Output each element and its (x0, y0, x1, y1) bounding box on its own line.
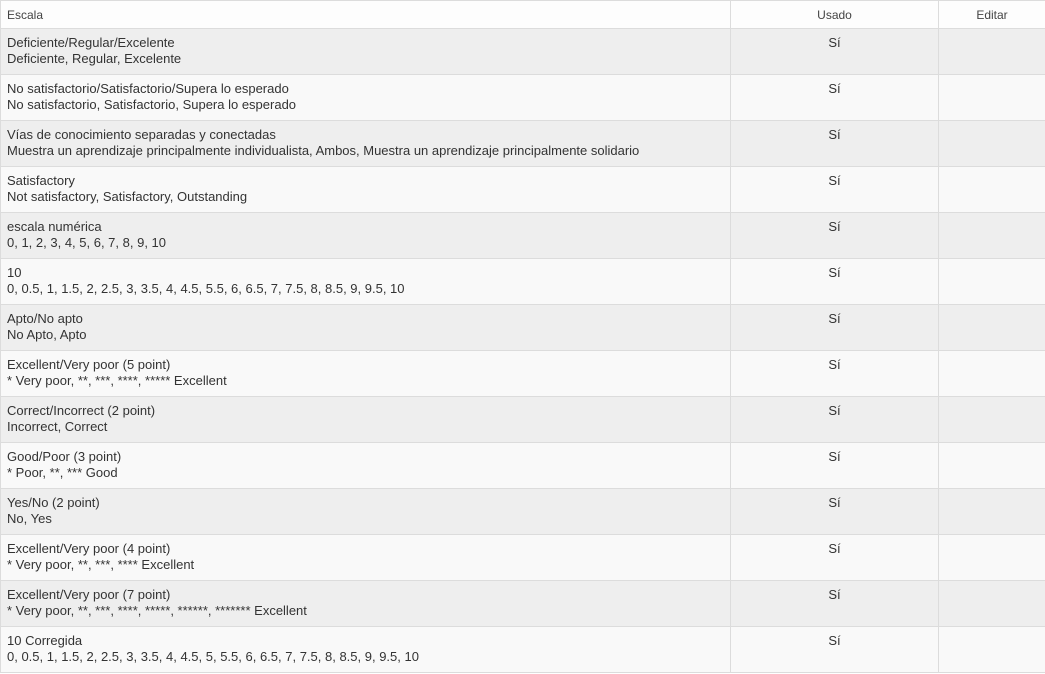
scale-row (1, 259, 1045, 305)
scale-cell (1, 351, 731, 397)
scale-name: No satisfactorio/Satisfactorio/Supera lo esperado (7, 81, 289, 96)
column-header-usado: Usado (731, 1, 939, 29)
column-header-escala: Escala (1, 1, 731, 29)
scale-cell (1, 259, 731, 305)
scale-edit-cell (939, 305, 1045, 351)
scale-used-value: Sí (731, 305, 939, 351)
scale-row (1, 213, 1045, 259)
scale-used-value: Sí (731, 213, 939, 259)
scale-name: Excellent/Very poor (4 point) (7, 541, 171, 556)
scale-edit-cell (939, 443, 1045, 489)
scale-edit-cell (939, 535, 1045, 581)
scale-edit-cell (939, 29, 1045, 75)
scale-name: Apto/No apto (7, 311, 83, 326)
scale-used-value: Sí (731, 75, 939, 121)
scale-values: No satisfactorio, Satisfactorio, Supera lo esperado (7, 97, 297, 112)
scale-name: Good/Poor (3 point) (7, 449, 122, 464)
scale-name: Excellent/Very poor (7 point) (7, 587, 171, 602)
scale-row (1, 489, 1045, 535)
scale-cell (1, 167, 731, 213)
scale-cell (1, 29, 731, 75)
scale-name: Satisfactory (7, 173, 75, 188)
scale-used-value: Sí (731, 121, 939, 167)
scale-used-value: Sí (731, 627, 939, 673)
scale-cell (1, 397, 731, 443)
scale-name: 10 (7, 265, 22, 280)
scale-row (1, 305, 1045, 351)
scale-name: escala numérica (7, 219, 102, 234)
scale-used-value: Sí (731, 535, 939, 581)
scale-used-value: Sí (731, 581, 939, 627)
scale-values: No, Yes (7, 511, 52, 526)
scale-edit-cell (939, 75, 1045, 121)
scale-used-value: Sí (731, 489, 939, 535)
scale-values: 0, 1, 2, 3, 4, 5, 6, 7, 8, 9, 10 (7, 235, 166, 250)
scale-used-value: Sí (731, 443, 939, 489)
scale-row (1, 535, 1045, 581)
scale-row (1, 121, 1045, 167)
scale-cell (1, 121, 731, 167)
scale-values: Deficiente, Regular, Excelente (7, 51, 182, 66)
scale-edit-cell (939, 489, 1045, 535)
table-header-row (1, 1, 1045, 29)
scale-used-value: Sí (731, 259, 939, 305)
scale-cell (1, 627, 731, 673)
scale-row (1, 351, 1045, 397)
scale-values: * Very poor, **, ***, ****, *****, ******, ******* Excellent (7, 603, 307, 618)
scale-edit-cell (939, 167, 1045, 213)
scale-values: Incorrect, Correct (7, 419, 108, 434)
scale-edit-cell (939, 351, 1045, 397)
scale-cell (1, 581, 731, 627)
scale-edit-cell (939, 259, 1045, 305)
scale-name: Vías de conocimiento separadas y conectadas (7, 127, 276, 142)
scale-name: Correct/Incorrect (2 point) (7, 403, 156, 418)
scale-used-value: Sí (731, 167, 939, 213)
scale-values: Muestra un aprendizaje principalmente individualista, Ambos, Muestra un aprendizaje principalmente solidario (7, 143, 640, 158)
scale-name: Excellent/Very poor (5 point) (7, 357, 171, 372)
scale-name: Deficiente/Regular/Excelente (7, 35, 175, 50)
scale-values: * Very poor, **, ***, ****, ***** Excellent (7, 373, 227, 388)
scale-values: 0, 0.5, 1, 1.5, 2, 2.5, 3, 3.5, 4, 4.5, 5.5, 6, 6.5, 7, 7.5, 8, 8.5, 9, 9.5, 10 (7, 281, 405, 296)
scale-edit-cell (939, 581, 1045, 627)
scale-cell (1, 489, 731, 535)
scale-used-value: Sí (731, 29, 939, 75)
scale-values: No Apto, Apto (7, 327, 87, 342)
scale-cell (1, 75, 731, 121)
scale-cell (1, 213, 731, 259)
scale-cell (1, 535, 731, 581)
scale-values: * Very poor, **, ***, **** Excellent (7, 557, 195, 572)
scale-edit-cell (939, 213, 1045, 259)
scale-used-value: Sí (731, 351, 939, 397)
scale-values: 0, 0.5, 1, 1.5, 2, 2.5, 3, 3.5, 4, 4.5, 5, 5.5, 6, 6.5, 7, 7.5, 8, 8.5, 9, 9.5, 10 (7, 649, 419, 664)
scale-cell (1, 305, 731, 351)
scale-row (1, 29, 1045, 75)
scale-used-value: Sí (731, 397, 939, 443)
scales-table-body (1, 29, 1045, 673)
scale-row (1, 397, 1045, 443)
scale-name: 10 Corregida (7, 633, 83, 648)
scale-values: Not satisfactory, Satisfactory, Outstanding (7, 189, 248, 204)
scale-values: * Poor, **, *** Good (7, 465, 118, 480)
scale-cell (1, 443, 731, 489)
scale-edit-cell (939, 627, 1045, 673)
scale-edit-cell (939, 121, 1045, 167)
scale-name: Yes/No (2 point) (7, 495, 100, 510)
scale-row (1, 627, 1045, 673)
column-header-editar: Editar (939, 1, 1045, 29)
scale-row (1, 75, 1045, 121)
scale-row (1, 167, 1045, 213)
scale-row (1, 581, 1045, 627)
scale-row (1, 443, 1045, 489)
scale-edit-cell (939, 397, 1045, 443)
